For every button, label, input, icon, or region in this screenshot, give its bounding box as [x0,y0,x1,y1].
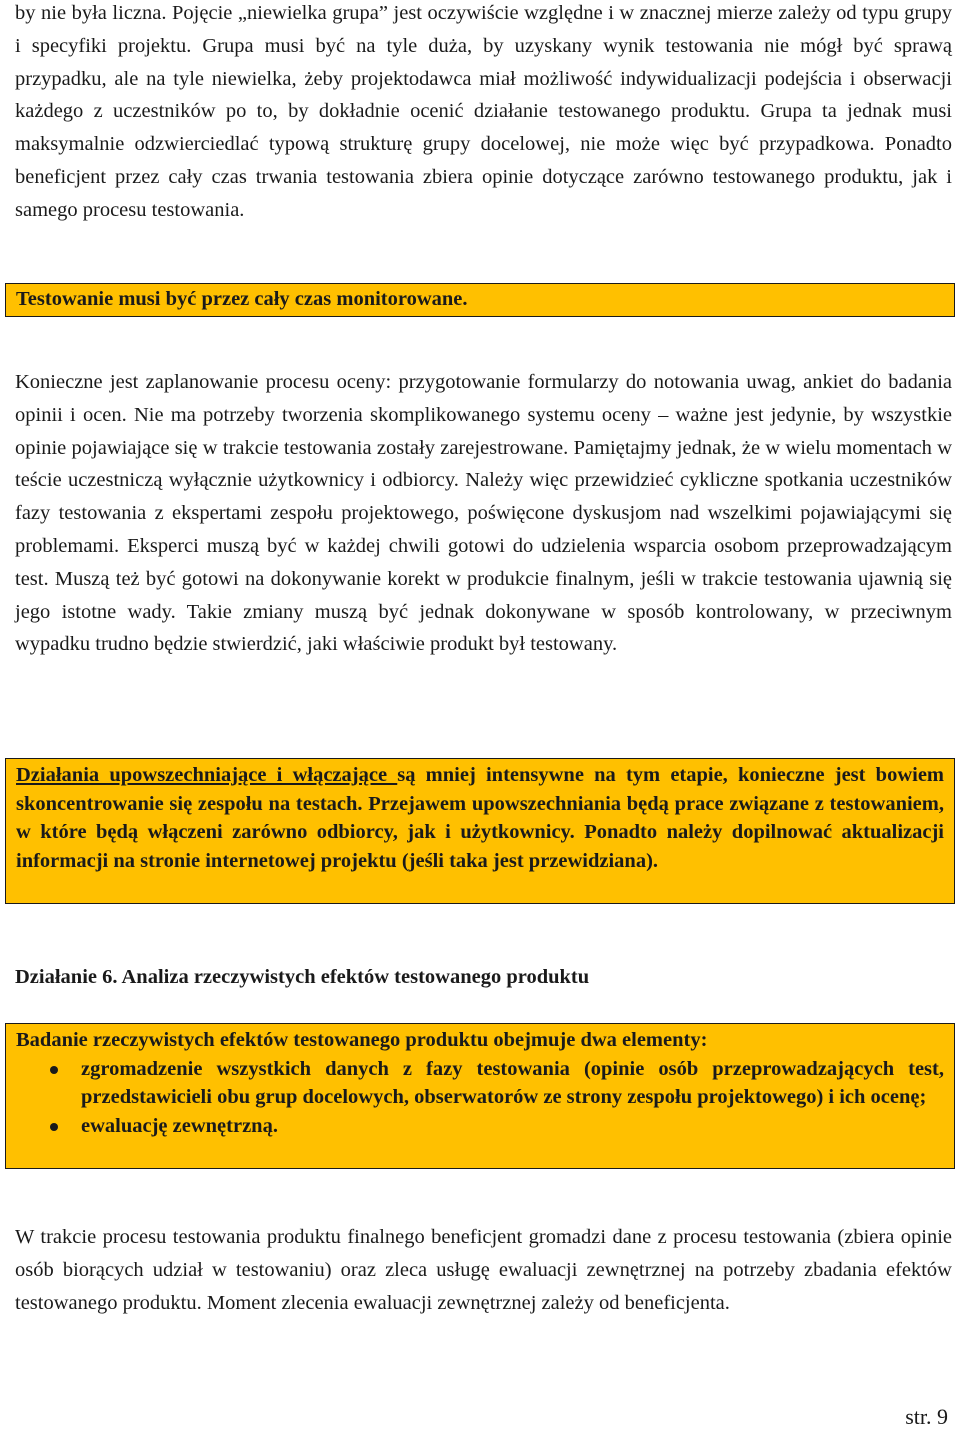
dissemination-box-text [6,761,954,875]
evaluation-paragraph: Konieczne jest zaplanowanie procesu oceny: przygotowanie formularzy do notowania uwag, ankiet do badania opinii i ocen. Nie ma potrzeby tworzenia skomplikowanego systemu oceny – ważne jest jedynie, by wszystkie opinie pojawiające się w trakcie testowania zostały zarejestrowane. Pamiętajmy jednak, że w wielu momentach w teście uczestniczą wyłącznie użytkownicy i odbiorcy. Należy więc przewidzieć cykliczne spotkania uczestników fazy testowania z ekspertami zespołu projektowego, poświęcone dyskusjom nad wszelkimi pojawiającymi się problemami. Eksperci muszą być w każdej chwili gotowi do udzielenia wsparcia osobom przeprowadzającym test. Muszą też być gotowi na dokonywanie korekt w produkcie finalnym, jeśli w trakcie testowania ujawnią się jego istotne wady. Takie zmiany muszą być jednak dokonywane w sposób kontrolowany, w przeciwnym wypadku trudno będzie stwierdzić, jaki właściwie produkt był testowany. [15,371,952,656]
analysis-highlight-box [5,1023,955,1169]
section-heading-prefix: Działanie 6. [15,966,118,988]
dissemination-underlined-text: Działania upowszechniające i włączające [16,764,398,786]
list-item-text: ewaluację zewnętrzną. [81,1114,278,1137]
intro-paragraph: by nie była liczna. Pojęcie „niewielka grupa” jest oczywiście względne i w znacznej mierze zależy od typu grupy i specyfiki projektu. Grupa musi być na tyle duża, by uzyskany wynik testowania nie mógł być sprawą przypadku, ale na tyle niewielka, żeby projektodawca miał możliwość indywidualizacji podejścia i obserwacji każdego z uczestników po to, by dokładnie ocenić działanie testowanego produktu. Grupa ta jednak musi maksymalnie odzwierciedlać typową strukturę grupy docelowej, nie może więc być przypadkowa. Ponadto beneficjent przez cały czas trwania testowania zbiera opinie dotyczące zarówno testowanego produktu, jak i samego procesu testowania. [15,2,952,221]
monitoring-highlight-box [5,283,955,317]
section-heading-title: Analiza rzeczywistych efektów testowanego produktu [117,966,590,988]
bullet-icon [50,1123,58,1131]
monitoring-box-text: Testowanie musi być przez cały czas monitorowane. [16,288,468,310]
bullet-icon [50,1066,58,1074]
page-number: str. 9 [905,1404,948,1429]
analysis-list [6,1055,954,1141]
dissemination-highlight-box [5,758,955,904]
dissemination-rest-text: są mniej intensywne na tym etapie, konieczne jest bowiem skoncentrowanie się zespołu na testach. Przejawem upowszechniania będą prace związane z testowaniem, w które będą włączeni zarówno odbiorcy, jak i użytkownicy. Ponadto należy dopilnować aktualizacji informacji na stronie internetowej projektu (jeśli taka jest przewidziana). [16,764,944,872]
list-item [6,1055,954,1112]
final-paragraph: W trakcie procesu testowania produktu finalnego beneficjent gromadzi dane z procesu testowania (zbiera opinie osób biorących udział w testowaniu) oraz zleca usługę ewaluacji zewnętrznej na potrzeby zbadania efektów testowanego produktu. Moment zlecenia ewaluacji zewnętrznej zależy od beneficjenta. [15,1226,952,1314]
list-item-text: zgromadzenie wszystkich danych z fazy testowania (opinie osób przeprowadzających test, przedstawicieli obu grup docelowych, obserwatorów ze strony zespołu projektowego) i ich ocenę; [81,1057,944,1109]
analysis-box-intro: Badanie rzeczywistych efektów testowanego produktu obejmuje dwa elementy: [16,1029,708,1051]
list-item [6,1112,954,1141]
section-heading [15,963,589,991]
